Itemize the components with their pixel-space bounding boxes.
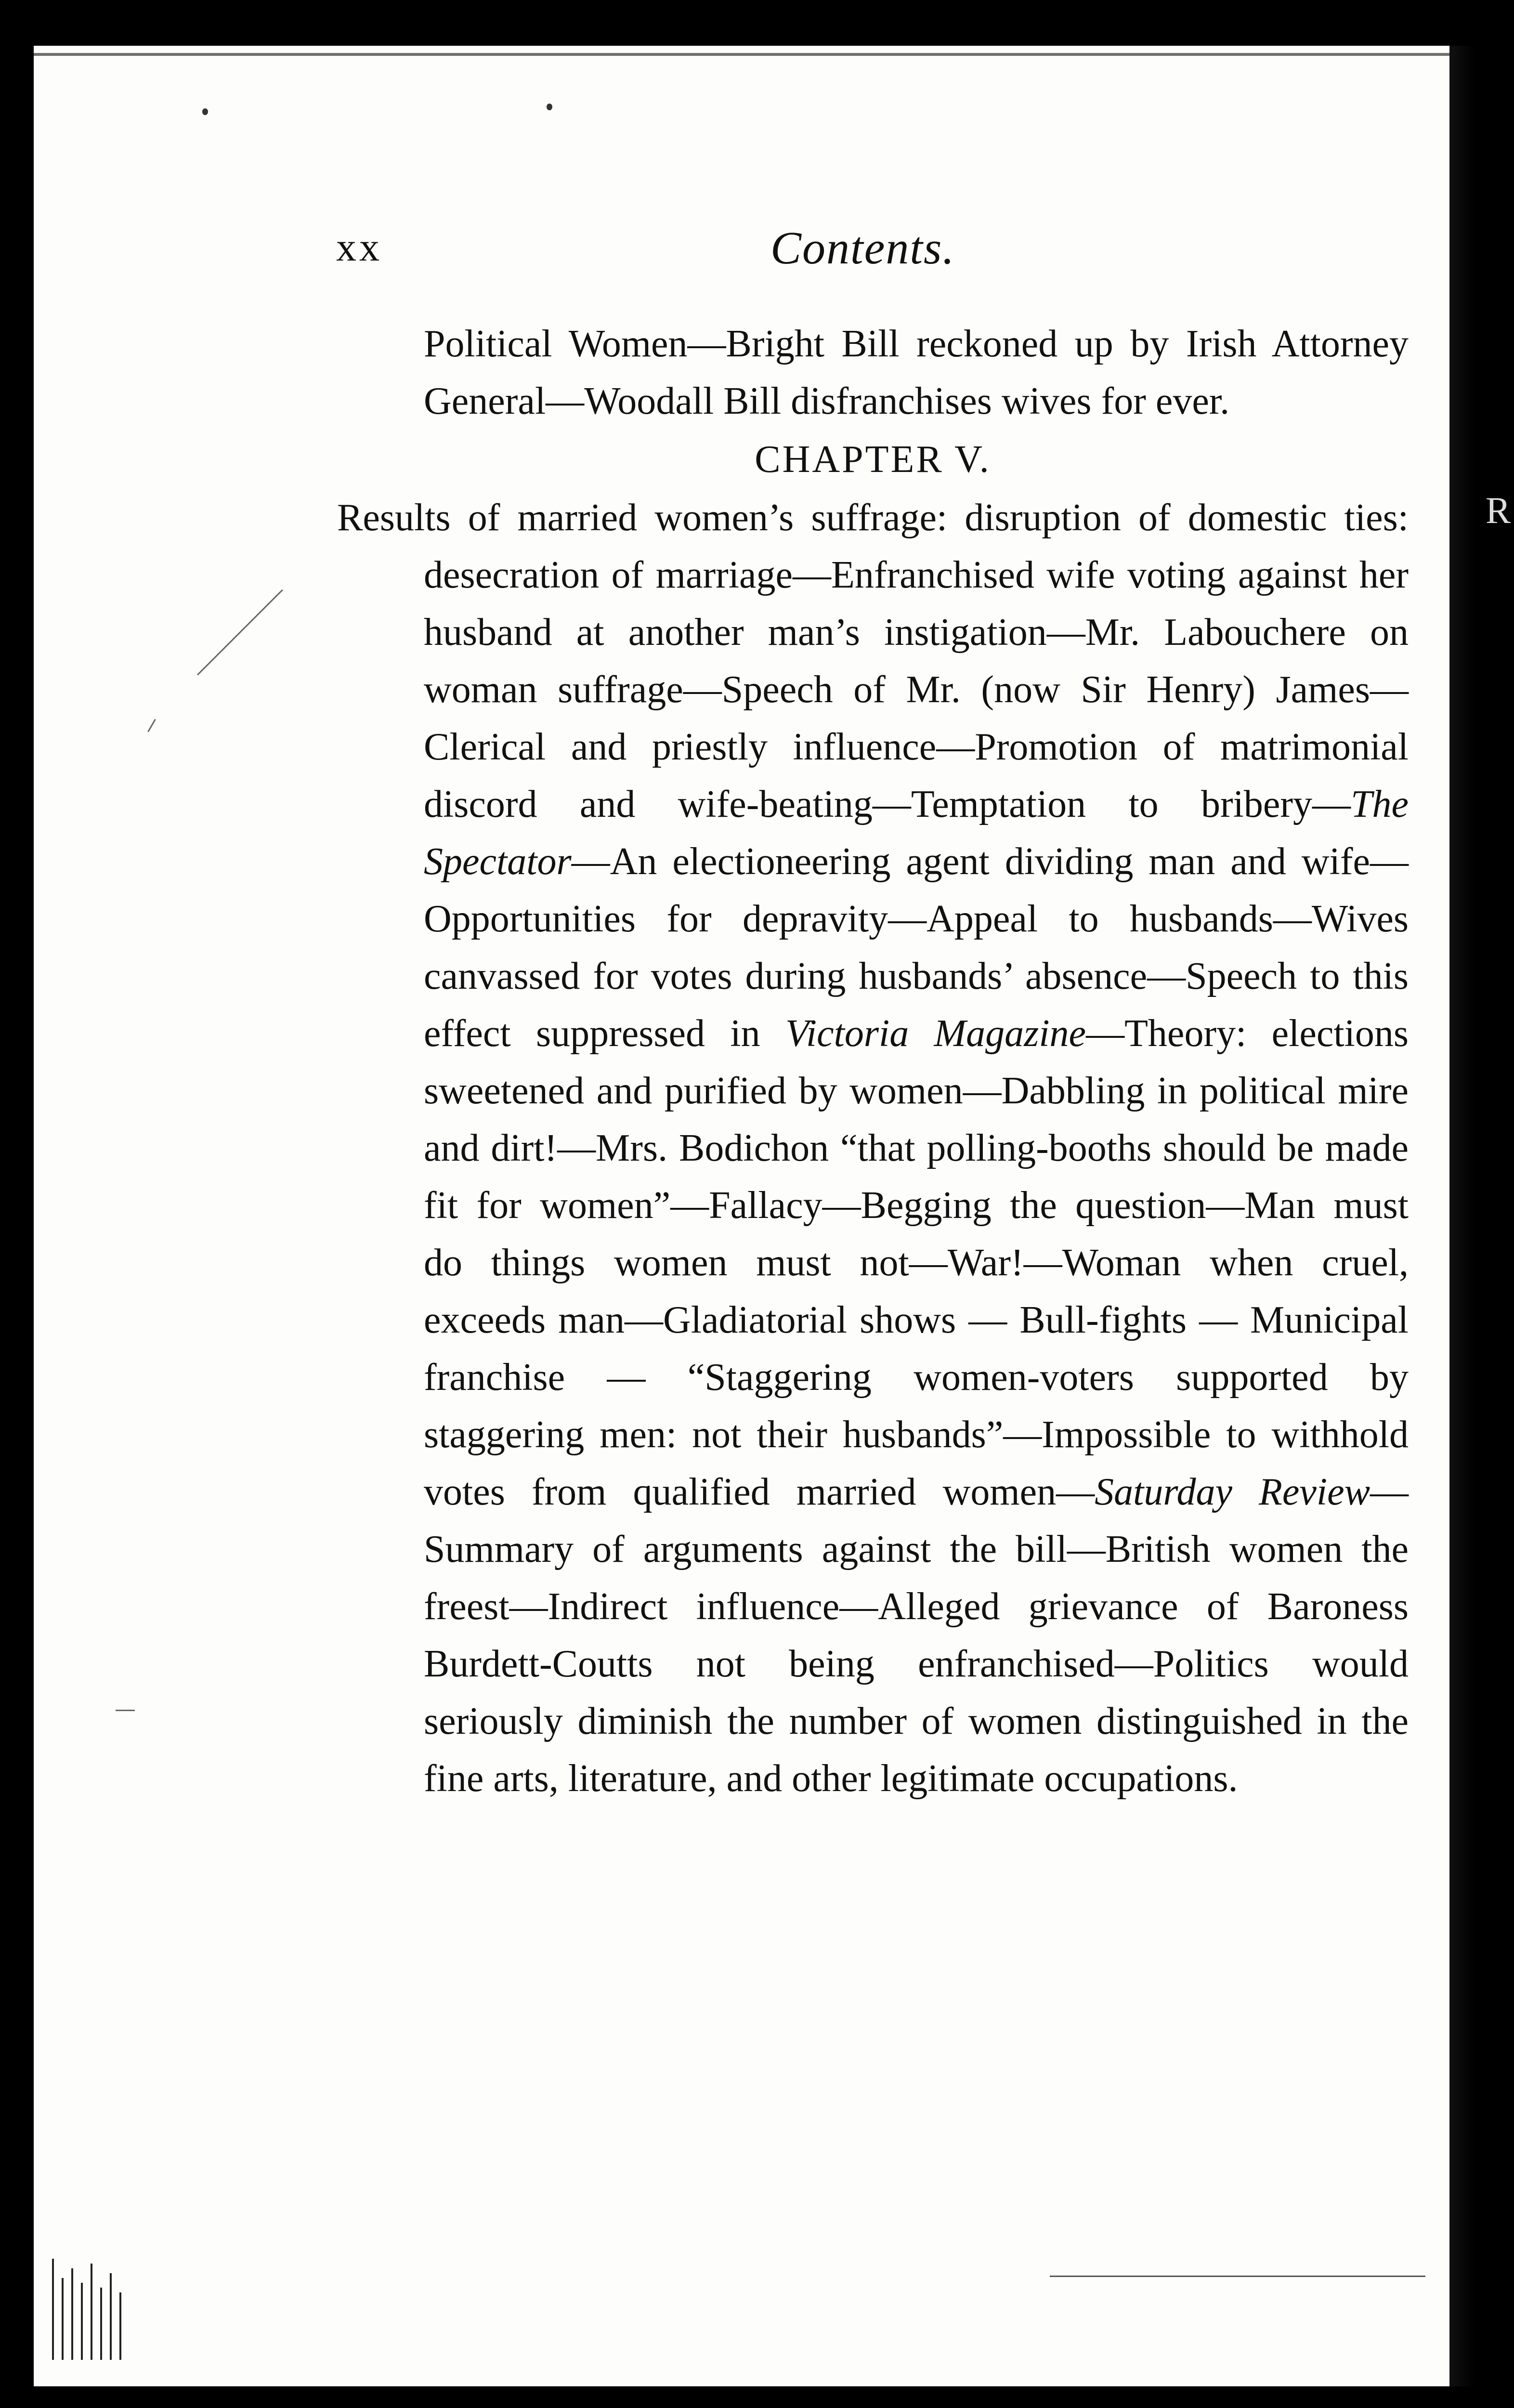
summary-italic-title: Saturday Review: [1095, 1471, 1370, 1513]
summary-text: Results of married women’s suffrage: disruption of domestic ties: desecration of marriage—Enfranchised wife voting against her husband at another man’s instigation—Mr. Labouchere on woman suffrage—Speech of Mr. (now Sir Henry) James—Clerical and priestly influence—Promotion of matrimonial discord and wife-beating—Temptation to bribery—: [337, 497, 1409, 825]
page-number: xx: [336, 225, 382, 270]
running-head: [0, 224, 1514, 277]
chapter-heading: CHAPTER V.: [755, 438, 991, 481]
summary-italic-title: The Spectator: [424, 783, 1409, 883]
contents-body: [337, 315, 1409, 1807]
summary-italic-title: Victoria Magazine: [785, 1012, 1086, 1055]
facing-page-fragment: R: [1486, 489, 1511, 531]
running-title: Contents.: [770, 222, 955, 274]
binding-shadow: [1449, 46, 1514, 2386]
summary-text: —Summary of arguments against the bill—British women the freest—Indirect influence—Alleged grievance of Baroness Burdett-Coutts not being enfranchised—Politics would seriously diminish the number of women distinguished in the fine arts, literature, and other legitimate occupations.: [424, 1471, 1409, 1800]
top-edge-rule: [34, 53, 1449, 56]
chapter-summary: [337, 489, 1409, 1807]
continuation-paragraph: Political Women—Bright Bill reckoned up by Irish Attorney General—Woodall Bill disfranchises wives for ever.: [424, 323, 1409, 422]
binding-marks: [48, 2239, 130, 2360]
speck: [547, 104, 552, 110]
summary-text: —Theory: elections sweetened and purified by women—Dabbling in political mire and dirt!—Mrs. Bodichon “that polling-booths should be made fit for women”—Fallacy—Begging the question—Man must do things women must not—War!—Woman when cruel, exceeds man—Gladiatorial shows — Bull-fights — Municipal franchise — “Staggering women-voters supported by staggering men: not their husbands”—Impossible to withhold votes from qualified married women—: [424, 1012, 1409, 1513]
speck: [202, 108, 208, 115]
bottom-rule: [1050, 2276, 1425, 2277]
summary-text: —An electioneering agent dividing man and wife—Opportunities for depravity—Appeal to husbands—Wives canvassed for votes during husbands’ absence—Speech to this effect suppressed in: [424, 840, 1409, 1055]
pencil-stroke: [116, 1710, 135, 1711]
